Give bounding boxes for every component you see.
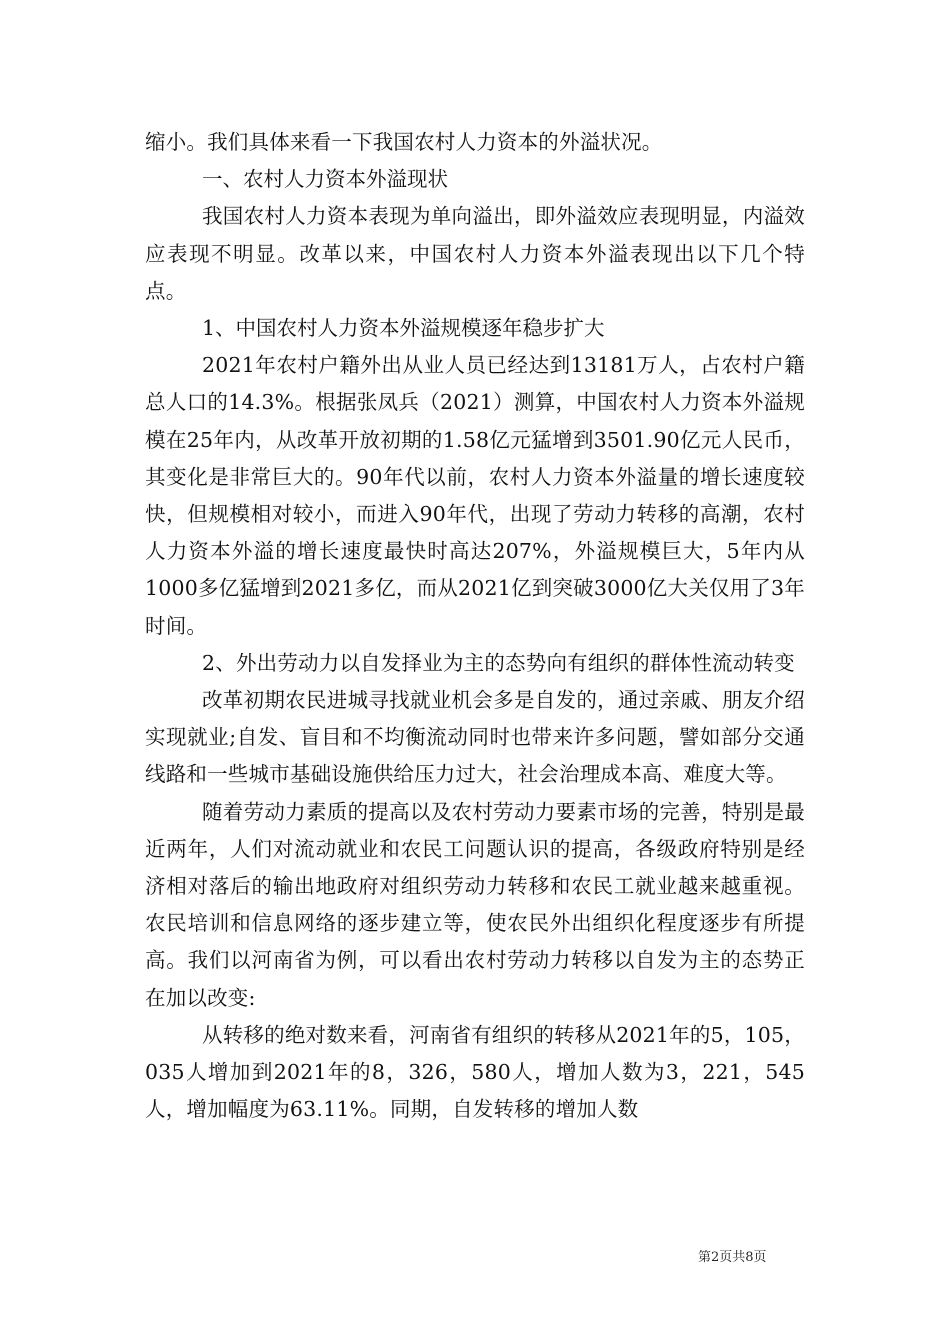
subsection-heading: 1、中国农村人力资本外溢规模逐年稳步扩大 [202, 316, 605, 341]
document-body [145, 124, 805, 1128]
section-heading: 一、农村人力资本外溢现状 [202, 167, 448, 192]
paragraph: 2021年农村户籍外出从业人员已经达到13181万人，占农村户籍总人口的14.3%。根据张凤兵（2021）测算，中国农村人力资本外溢规模在25年内，从改革开放初期的1.58亿元猛增到3501.90亿元人民币，其变化是非常巨大的。90年代以前，农村人力资本外溢量的增长速度较快，但规模相对较小，而进入90年代，出现了劳动力转移的高潮，农村人力资本外溢的增长速度最快时高达207%，外溢规模巨大，5年内从1000多亿猛增到2021多亿，而从2021亿到突破3000亿大关仅用了3年时间。 [145, 353, 805, 638]
paragraph-continuation: 缩小。我们具体来看一下我国农村人力资本的外溢状况。 [145, 130, 663, 154]
paragraph: 随着劳动力素质的提高以及农村劳动力要素市场的完善，特别是最近两年，人们对流动就业和农民工问题认识的提高，各级政府特别是经济相对落后的输出地政府对组织劳动力转移和农民工就业越来越重视。农民培训和信息网络的逐步建立等，使农民外出组织化程度逐步有所提高。我们以河南省为例，可以看出农村劳动力转移以自发为主的态势正在加以改变: [145, 799, 805, 1010]
subsection-heading: 2、外出劳动力以自发择业为主的态势向有组织的群体性流动转变 [202, 650, 795, 675]
paragraph: 改革初期农民进城寻找就业机会多是自发的，通过亲戚、朋友介绍实现就业;自发、盲目和不均衡流动同时也带来许多问题，譬如部分交通线路和一些城市基础设施供给压力过大，社会治理成本高、难度大等。 [145, 688, 805, 787]
paragraph: 我国农村人力资本表现为单向溢出，即外溢效应表现明显，内溢效应表现不明显。改革以来，中国农村人力资本外溢表现出以下几个特点。 [145, 204, 805, 303]
paragraph: 从转移的绝对数来看，河南省有组织的转移从2021年的5，105，035人增加到2021年的8，326，580人，增加人数为3，221，545人，增加幅度为63.11%。同期，自发转移的增加人数 [145, 1022, 805, 1122]
page-number-footer: 第2页共8页 [698, 1250, 767, 1265]
